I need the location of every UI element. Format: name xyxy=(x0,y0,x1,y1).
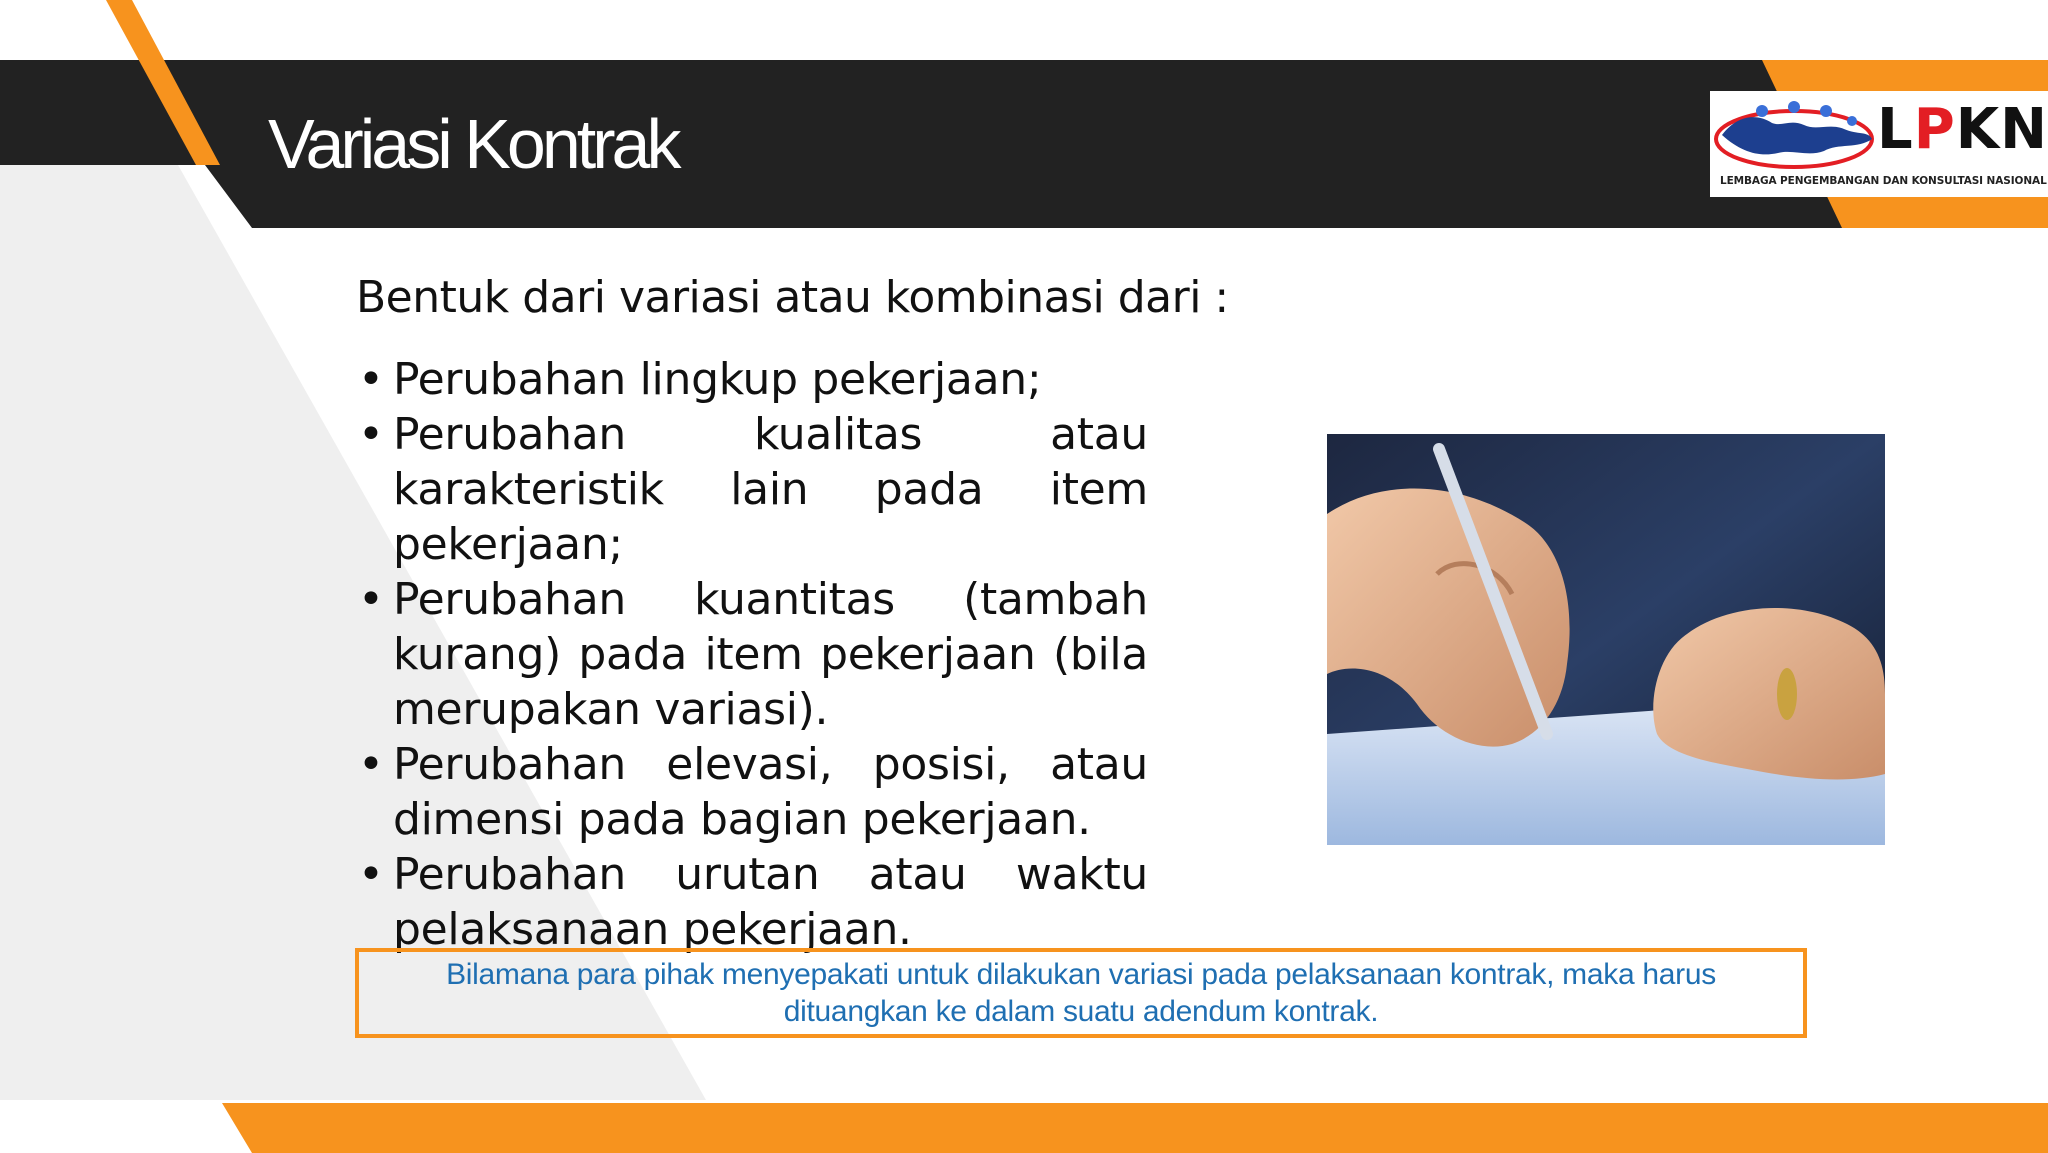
bullet-dot: • xyxy=(358,739,384,790)
indonesia-map-icon xyxy=(1712,95,1878,175)
bullet-list xyxy=(354,352,1148,957)
hand-signing-document-image xyxy=(1327,434,1885,845)
bullet-text: Perubahan urutan atau waktu pelaksanaan pekerjaan. xyxy=(393,849,1148,955)
bullet-item xyxy=(354,847,1148,957)
bullet-dot: • xyxy=(358,849,384,900)
bullet-text: Perubahan kualitas atau karakteristik lain pada item pekerjaan; xyxy=(393,409,1148,570)
logo-subtitle: LEMBAGA PENGEMBANGAN DAN KONSULTASI NASIONAL xyxy=(1720,175,2047,187)
logo-letter-p: P xyxy=(1913,97,1956,162)
bullet-text: Perubahan elevasi, posisi, atau dimensi pada bagian pekerjaan. xyxy=(393,739,1148,845)
logo-letters-kn: KN xyxy=(1955,97,2048,162)
logo-letter-l: L xyxy=(1877,97,1914,162)
bullet-dot: • xyxy=(358,574,384,625)
note-text: Bilamana para pihak menyepakati untuk dilakukan variasi pada pelaksanaan kontrak, maka harus dituangkan ke dalam suatu adendum kontrak. xyxy=(446,958,1716,1028)
note-box xyxy=(355,948,1807,1038)
bottom-orange-band xyxy=(222,1103,2048,1153)
bullet-item xyxy=(354,352,1148,407)
slide-title: Variasi Kontrak xyxy=(268,105,678,183)
lpkn-logo xyxy=(1710,91,2048,197)
bullet-text: Perubahan kuantitas (tambah kurang) pada item pekerjaan (bila merupakan variasi). xyxy=(393,574,1148,735)
bullet-item xyxy=(354,737,1148,847)
bullet-text: Perubahan lingkup pekerjaan; xyxy=(393,354,1042,405)
logo-wordmark xyxy=(1877,97,2048,162)
bullet-dot: • xyxy=(358,354,384,405)
bullet-item xyxy=(354,407,1148,572)
bullet-dot: • xyxy=(358,409,384,460)
bullet-item xyxy=(354,572,1148,737)
intro-text: Bentuk dari variasi atau kombinasi dari : xyxy=(356,272,1229,323)
